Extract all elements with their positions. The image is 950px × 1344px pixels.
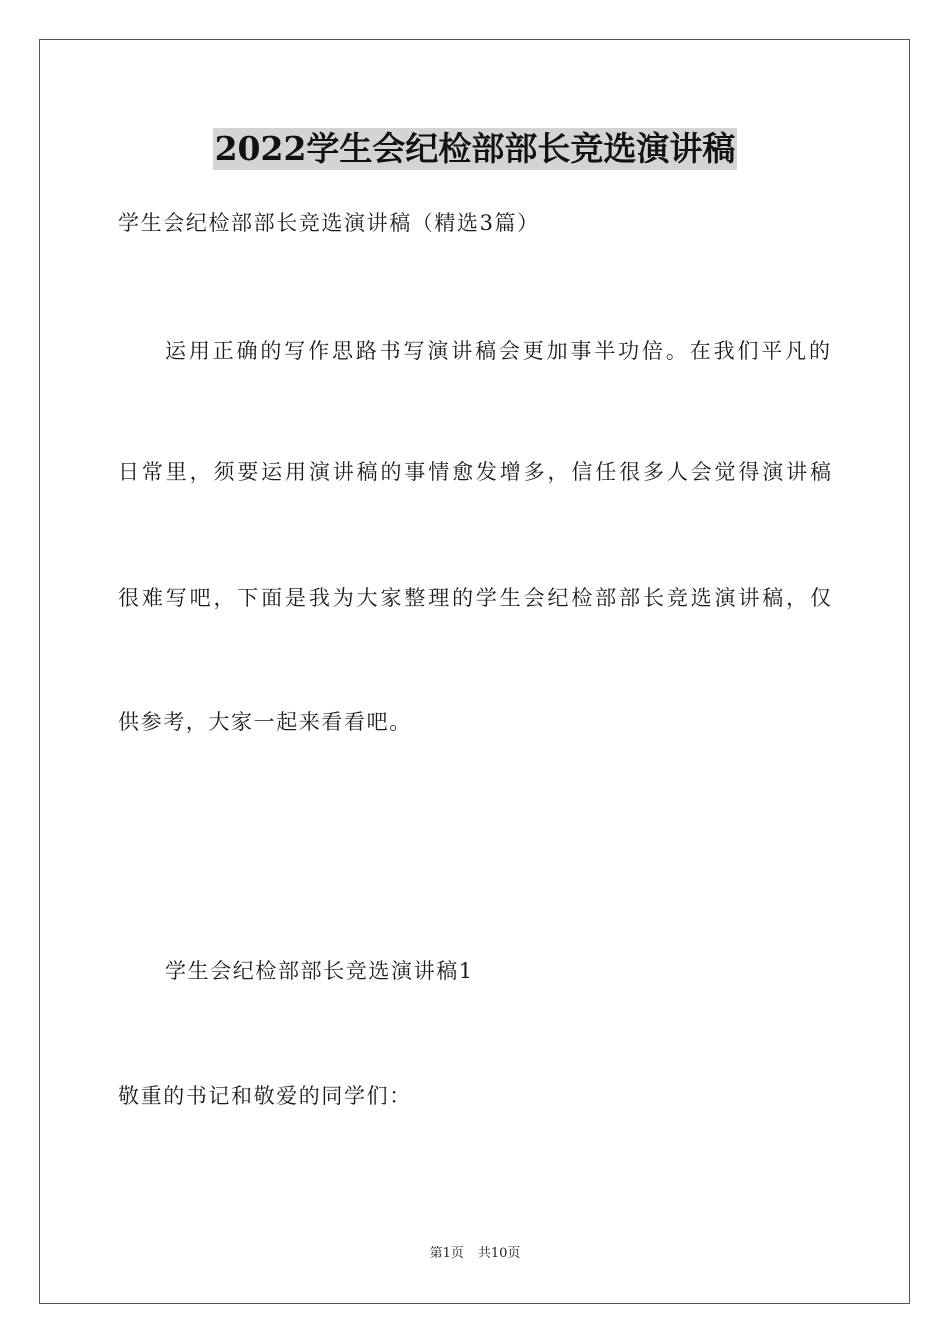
- section-heading: 学生会纪检部部长竞选演讲稿1: [165, 959, 474, 983]
- document-title: 2022学生会纪检部部长竞选演讲稿: [214, 129, 736, 168]
- intro-line-2: 日常里，须要运用演讲稿的事情愈发增多，信任很多人会觉得演讲稿: [118, 460, 831, 484]
- page-number: 第1页: [429, 1246, 464, 1261]
- intro-line-3: 很难写吧，下面是我为大家整理的学生会纪检部部长竞选演讲稿，仅: [118, 586, 831, 610]
- intro-line-4: 供参考，大家一起来看看吧。: [118, 710, 412, 734]
- page-total: 共10页: [477, 1246, 521, 1261]
- document-subtitle: 学生会纪检部部长竞选演讲稿（精选3篇）: [118, 211, 540, 235]
- salutation: 敬重的书记和敬爱的同学们：: [118, 1084, 412, 1108]
- intro-line-1: 运用正确的写作思路书写演讲稿会更加事半功倍。在我们平凡的: [165, 339, 830, 363]
- page-footer: [0, 1244, 950, 1264]
- document-title-wrapper: [0, 128, 950, 177]
